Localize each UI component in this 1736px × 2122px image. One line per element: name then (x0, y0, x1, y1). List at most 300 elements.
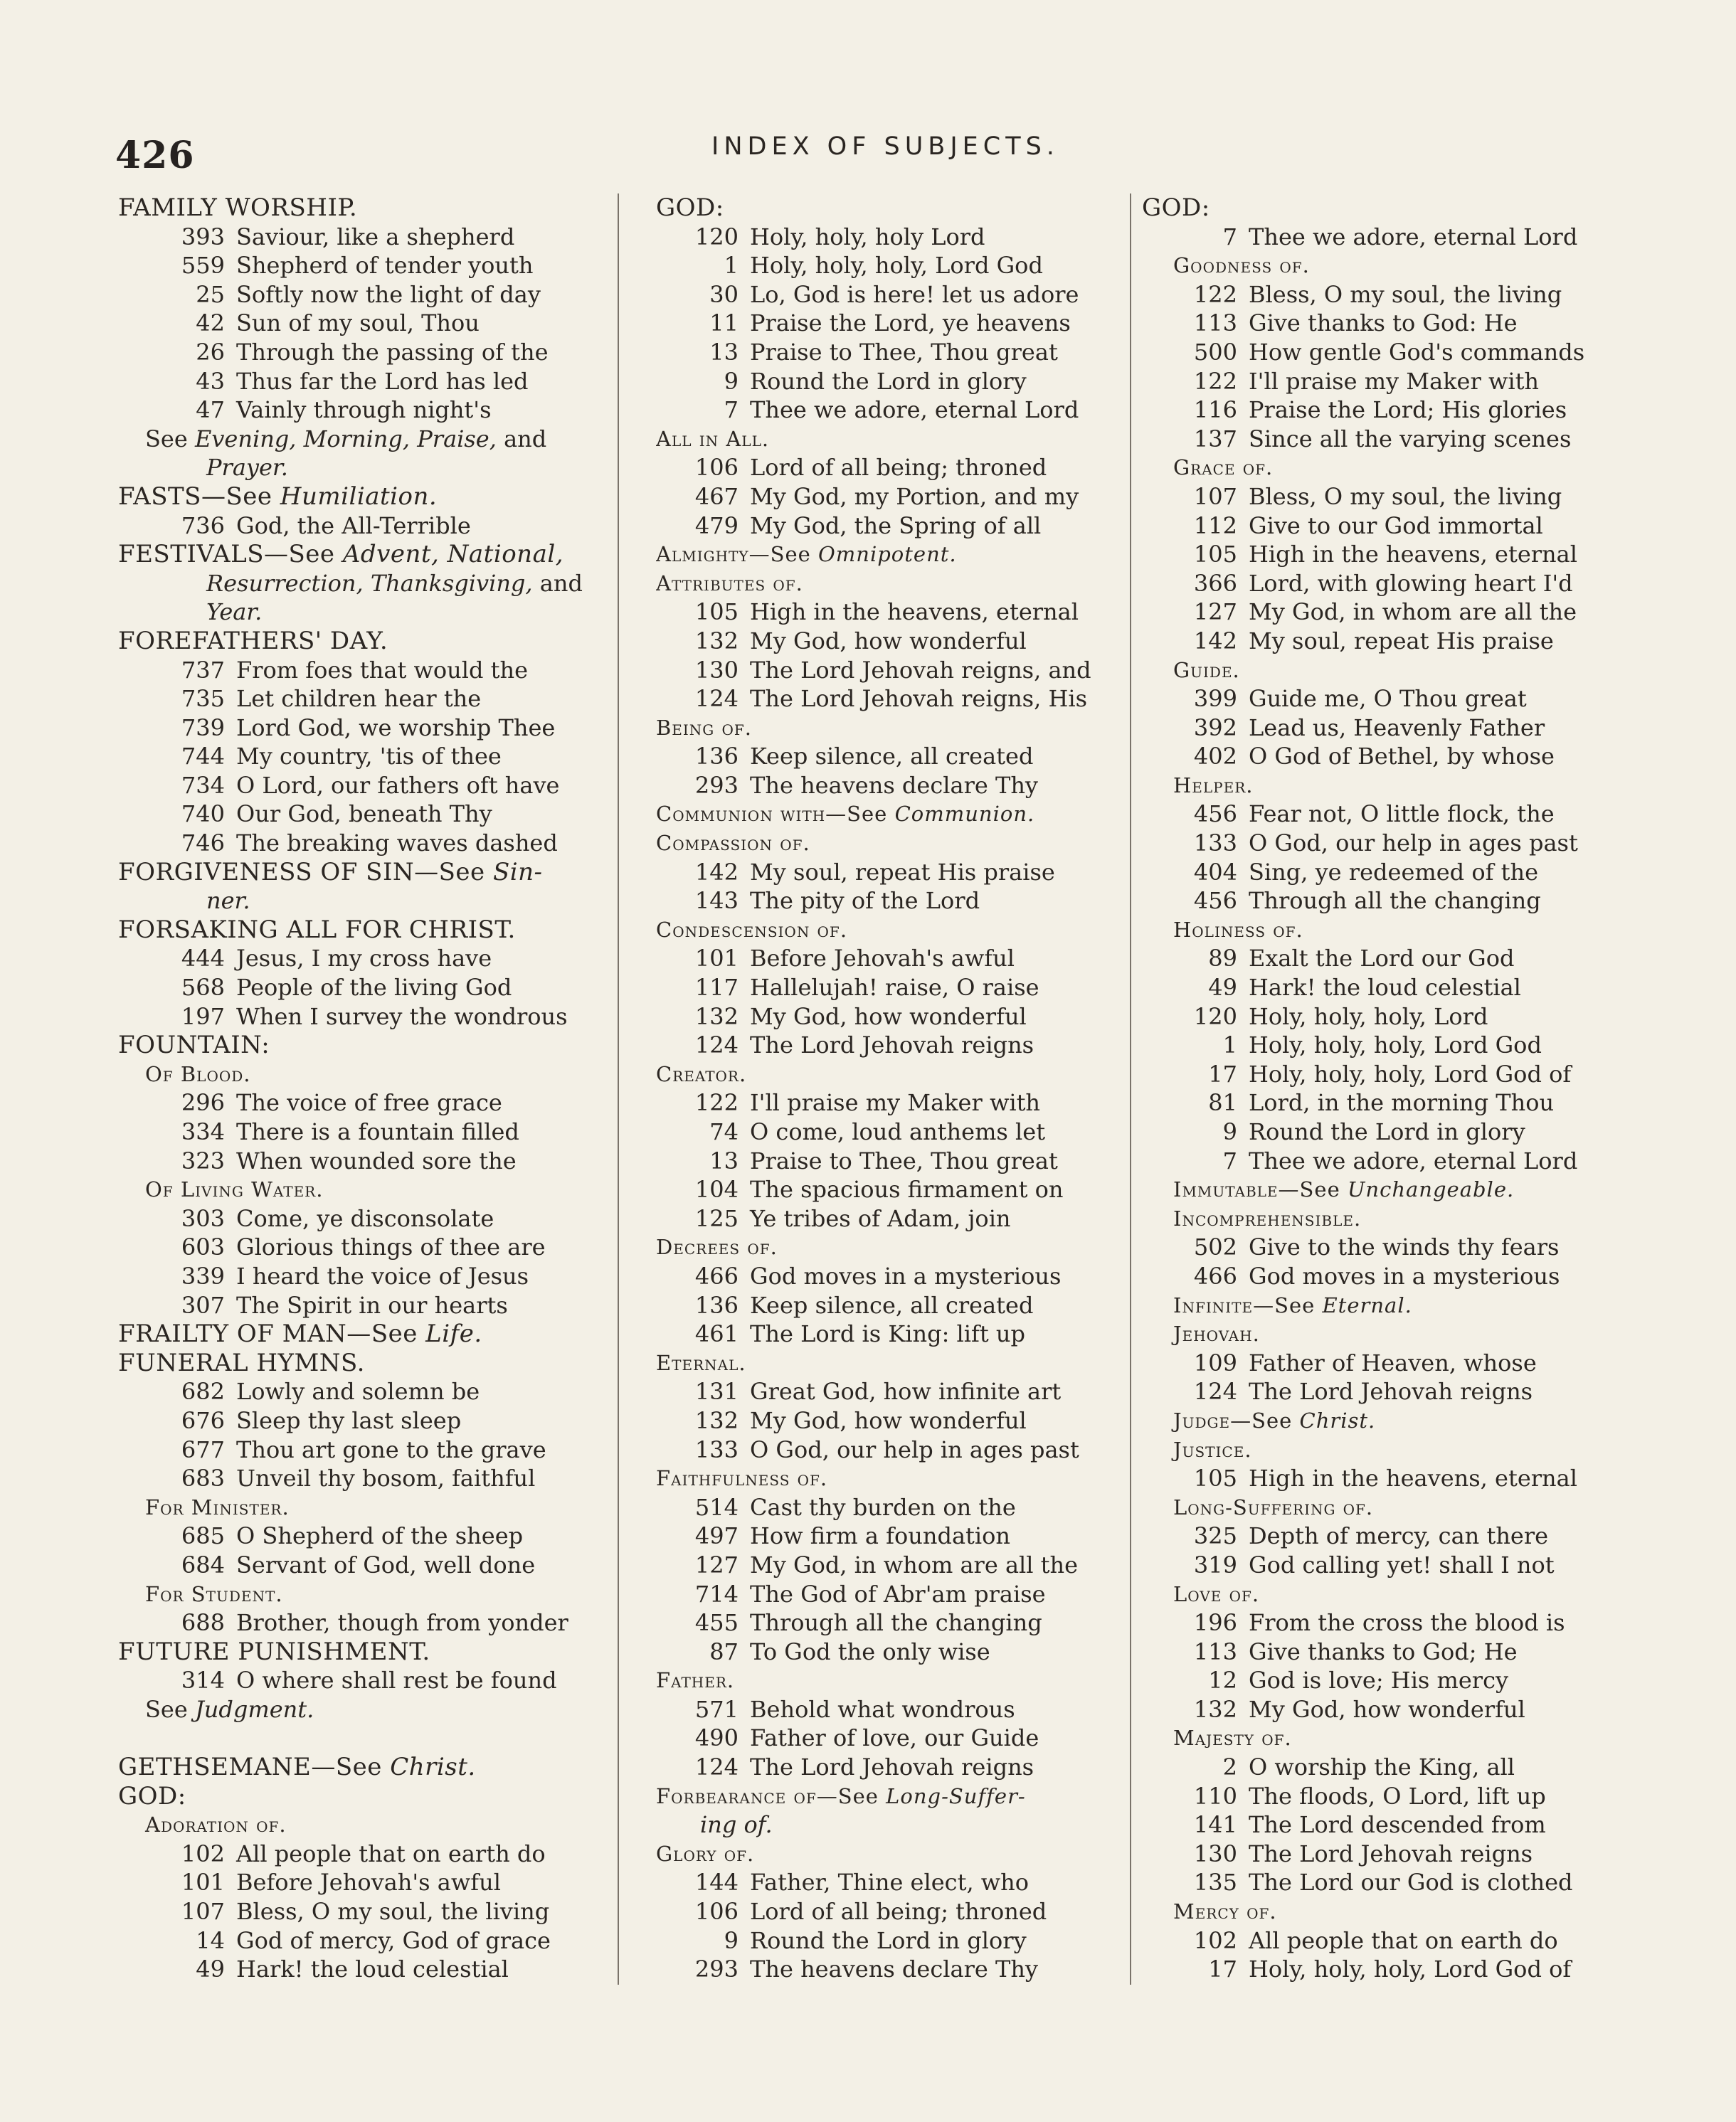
see-label: See (1299, 1177, 1348, 1202)
hymn-number: 102 (1193, 1926, 1237, 1954)
hymn-entry (1142, 742, 1640, 771)
running-title: INDEX OF SUBJECTS. (711, 132, 1059, 161)
hymn-entry (118, 1204, 609, 1234)
hymn-first-line: Father of love, our Guide (750, 1724, 1039, 1752)
subheading-text: Eternal. (656, 1350, 746, 1375)
hymn-number: 106 (694, 1898, 739, 1926)
hymn-first-line: Come, ye disconsolate (236, 1204, 494, 1232)
hymn-entry (656, 367, 1126, 396)
subheading-text: Adoration of. (145, 1813, 287, 1837)
hymn-entry (118, 1233, 609, 1262)
column-rule-1 (618, 193, 619, 1985)
hymn-number: 107 (181, 1898, 225, 1926)
hymn-entry (656, 1926, 1126, 1956)
hymn-first-line: Praise the Lord; His glories (1249, 396, 1567, 424)
hymn-number: 296 (181, 1089, 225, 1117)
reference-suffix: and (496, 425, 547, 452)
hymn-number: 197 (181, 1002, 225, 1030)
hymn-first-line: The Lord Jehovah reigns (750, 1754, 1034, 1781)
subheading (656, 425, 1126, 454)
hymn-entry (656, 511, 1126, 541)
see-label: See (438, 857, 493, 886)
hymn-first-line: The Lord Jehovah reigns (1249, 1840, 1533, 1867)
heading-text: FUTURE PUNISHMENT. (118, 1637, 430, 1666)
hymn-entry (656, 1406, 1126, 1436)
hymn-entry (1142, 973, 1640, 1002)
hymn-entry (656, 598, 1126, 627)
hymn-first-line: All people that on earth do (1249, 1926, 1558, 1954)
subheading-text: Faithfulness of. (656, 1466, 828, 1491)
subheading (1142, 656, 1640, 685)
hymn-entry (656, 1175, 1126, 1204)
hymn-first-line: O God, our help in ages past (750, 1436, 1079, 1463)
subject-heading (118, 1753, 609, 1782)
hymn-number: 74 (709, 1118, 739, 1145)
cross-reference: Year. (206, 598, 263, 626)
hymn-entry (1142, 1002, 1640, 1031)
hymn-entry (1142, 1955, 1640, 1984)
hymn-number: 87 (709, 1638, 739, 1665)
hymn-number: 314 (181, 1667, 225, 1694)
cross-reference: Resurrection, Thanksgiving, (206, 569, 533, 597)
hymn-number: 404 (1193, 858, 1237, 886)
hymn-entry (118, 338, 609, 367)
index-column-2 (656, 193, 1126, 1984)
hymn-entry (118, 396, 609, 425)
cross-reference: Long-Suffer- (886, 1783, 1026, 1808)
hymn-entry (656, 771, 1126, 800)
hymn-first-line: The pity of the Lord (750, 887, 980, 915)
see-label: See (371, 1320, 426, 1349)
hymn-number: 142 (1193, 627, 1237, 654)
hymn-entry (656, 1377, 1126, 1406)
hymn-first-line: God of mercy, God of grace (236, 1926, 551, 1954)
hymn-entry (1142, 1926, 1640, 1956)
hymn-first-line: O come, loud anthems let (750, 1118, 1046, 1145)
hymn-first-line: The Lord Jehovah reigns, His (750, 685, 1087, 713)
hymn-entry (656, 338, 1126, 367)
hymn-number: 502 (1193, 1234, 1237, 1261)
hymn-number: 685 (181, 1522, 225, 1550)
hymn-entry (656, 1551, 1126, 1580)
hymn-entry (118, 973, 609, 1002)
hymn-number: 14 (196, 1926, 225, 1954)
hymn-first-line: God calling yet! shall I not (1249, 1551, 1555, 1579)
subheading (1142, 1436, 1640, 1465)
hymn-entry (656, 1493, 1126, 1522)
subheading (1142, 251, 1640, 280)
hymn-entry (118, 1088, 609, 1118)
hymn-first-line: Cast thy burden on the (750, 1493, 1016, 1521)
hymn-number: 132 (694, 1002, 739, 1030)
subheading-text: Of Blood. (145, 1061, 251, 1086)
hymn-entry (656, 453, 1126, 482)
hymn-first-line: From the cross the blood is (1249, 1609, 1565, 1637)
hymn-first-line: Shepherd of tender youth (236, 252, 534, 280)
subheading-text: Being of. (656, 715, 752, 740)
hymn-entry (118, 1955, 609, 1984)
hymn-first-line: Through all the changing (750, 1609, 1042, 1637)
hymn-number: 124 (1193, 1378, 1237, 1406)
hymn-first-line: The Lord Jehovah reigns (750, 1031, 1034, 1059)
heading-text: FORSAKING ALL FOR CHRIST. (118, 915, 516, 944)
heading-text: FRAILTY OF MAN— (118, 1320, 371, 1349)
subheading-text: Incomprehensible. (1173, 1206, 1362, 1231)
reference-continuation (118, 886, 609, 916)
hymn-first-line: Give to our God immortal (1249, 511, 1543, 539)
hymn-number: 105 (1193, 1465, 1237, 1492)
see-label: See (837, 1783, 886, 1808)
cross-reference: Advent, National, (342, 540, 564, 569)
subheading (656, 713, 1126, 743)
heading-text: GOD: (1142, 193, 1210, 222)
hymn-entry (1142, 886, 1640, 916)
hymn-entry (656, 280, 1126, 309)
hymn-entry (656, 396, 1126, 425)
hymn-first-line: O Lord, our fathers oft have (236, 771, 560, 799)
subheading-text: Glory of. (656, 1841, 755, 1866)
hymn-first-line: Lord, with glowing heart I'd (1249, 569, 1573, 597)
hymn-first-line: From foes that would the (236, 656, 529, 684)
hymn-number: 334 (181, 1118, 225, 1145)
hymn-number: 9 (1222, 1118, 1237, 1145)
subject-heading (118, 482, 609, 511)
hymn-entry (1142, 1060, 1640, 1089)
hymn-number: 339 (181, 1262, 225, 1290)
heading-text: FORGIVENESS OF SIN— (118, 857, 439, 886)
subheading (1142, 1320, 1640, 1349)
hymn-number: 132 (694, 1406, 739, 1434)
hymn-number: 1 (1222, 1031, 1237, 1059)
heading-text: GETHSEMANE— (118, 1753, 336, 1782)
hymn-first-line: Lord of all being; throned (750, 1898, 1047, 1926)
cross-reference: Prayer. (206, 454, 288, 482)
hymn-entry (1142, 367, 1640, 396)
hymn-entry (118, 1897, 609, 1926)
hymn-entry (118, 944, 609, 973)
cross-reference: Sin- (492, 857, 543, 886)
see-label: See (770, 542, 818, 567)
subheading (1142, 1204, 1640, 1234)
hymn-number: 490 (694, 1724, 739, 1752)
hymn-first-line: Softly now the light of day (236, 280, 541, 308)
subheading (656, 1233, 1126, 1262)
hymn-entry (118, 1406, 609, 1436)
hymn-number: 682 (181, 1378, 225, 1406)
hymn-entry (656, 1031, 1126, 1060)
hymn-first-line: The Lord descended from (1249, 1811, 1546, 1839)
hymn-first-line: Let children hear the (236, 685, 482, 713)
hymn-entry (1142, 223, 1640, 252)
hymn-number: 467 (694, 482, 739, 510)
hymn-first-line: Lord God, we worship Thee (236, 713, 556, 741)
hymn-number: 17 (1208, 1956, 1237, 1983)
subject-heading (118, 540, 609, 569)
hymn-entry (1142, 1753, 1640, 1782)
hymn-first-line: My God, the Spring of all (750, 511, 1042, 539)
hymn-entry (118, 771, 609, 800)
subheading-text: Holiness of. (1173, 917, 1303, 942)
hymn-entry (1142, 309, 1640, 338)
hymn-number: 30 (709, 280, 739, 308)
heading-text: FAMILY WORSHIP. (118, 193, 358, 222)
hymn-number: 135 (1193, 1869, 1237, 1896)
hymn-number: 676 (181, 1406, 225, 1434)
hymn-first-line: O worship the King, all (1249, 1754, 1515, 1781)
hymn-first-line: Lord, in the morning Thou (1249, 1089, 1555, 1117)
hymn-entry (1142, 1840, 1640, 1869)
hymn-entry (118, 223, 609, 252)
hymn-number: 89 (1208, 945, 1237, 972)
cross-reference: Christ. (390, 1753, 476, 1782)
cross-reference: Life. (425, 1320, 482, 1349)
hymn-entry (1142, 1031, 1640, 1060)
hymn-number: 125 (694, 1204, 739, 1232)
hymn-number: 101 (181, 1869, 225, 1896)
subject-heading (118, 1349, 609, 1378)
hymn-number: 101 (694, 945, 739, 972)
cross-reference: ing of. (700, 1811, 773, 1839)
reference-continuation (656, 1810, 1126, 1840)
hymn-number: 479 (694, 511, 739, 539)
subheading-text: Of Living Water. (145, 1177, 324, 1202)
see-label: See (145, 1695, 195, 1723)
hymn-number: 734 (181, 771, 225, 799)
hymn-first-line: My God, how wonderful (750, 1002, 1027, 1030)
hymn-first-line: Holy, holy, holy, Lord God (1249, 1031, 1542, 1059)
subheading (1142, 1291, 1640, 1320)
hymn-number: 106 (694, 454, 739, 482)
hymn-first-line: Saviour, like a shepherd (236, 223, 515, 250)
hymn-number: 47 (196, 396, 225, 424)
hymn-entry (118, 656, 609, 685)
hymn-entry (656, 1002, 1126, 1031)
hymn-first-line: Thou art gone to the grave (236, 1436, 546, 1463)
hymn-first-line: Round the Lord in glory (750, 1926, 1027, 1954)
hymn-first-line: Bless, O my soul, the living (1249, 482, 1562, 510)
subject-heading (118, 193, 609, 223)
hymn-number: 81 (1208, 1089, 1237, 1117)
hymn-first-line: Exalt the Lord our God (1249, 945, 1515, 972)
subheading (1142, 1493, 1640, 1522)
hymn-entry (656, 1724, 1126, 1753)
hymn-first-line: The Spirit in our hearts (236, 1291, 508, 1319)
hymn-first-line: Lead us, Heavenly Father (1249, 713, 1545, 741)
hymn-entry (118, 511, 609, 541)
cross-reference: Omnipotent. (818, 542, 957, 567)
hymn-entry (118, 309, 609, 338)
hymn-entry (1142, 1608, 1640, 1638)
hymn-number: 7 (724, 396, 739, 424)
hymn-first-line: Before Jehovah's awful (236, 1869, 501, 1896)
hymn-entry (1142, 1147, 1640, 1176)
hymn-first-line: O where shall rest be found (236, 1667, 557, 1694)
subheading-text: For Minister. (145, 1495, 290, 1519)
reference-continuation (118, 569, 609, 598)
hymn-number: 307 (181, 1291, 225, 1319)
hymn-entry (118, 1262, 609, 1291)
hymn-entry (118, 1291, 609, 1320)
hymn-first-line: Thee we adore, eternal Lord (1249, 1147, 1578, 1174)
hymn-first-line: O God, our help in ages past (1249, 829, 1578, 857)
hymn-number: 461 (694, 1320, 739, 1348)
hymn-number: 2 (1222, 1754, 1237, 1781)
subheading-text: Father. (656, 1668, 735, 1693)
hymn-first-line: Sun of my soul, Thou (236, 309, 480, 337)
hymn-number: 110 (1193, 1782, 1237, 1810)
hymn-entry (656, 973, 1126, 1002)
subheading-text: For Student. (145, 1581, 283, 1606)
hymn-entry (118, 1868, 609, 1897)
hymn-number: 113 (1193, 309, 1237, 337)
hymn-first-line: The Lord our God is clothed (1249, 1869, 1573, 1896)
hymn-entry (656, 742, 1126, 771)
hymn-first-line: My God, how wonderful (750, 627, 1027, 654)
hymn-number: 122 (1193, 367, 1237, 395)
hymn-entry (1142, 1522, 1640, 1551)
hymn-first-line: O Shepherd of the sheep (236, 1522, 524, 1550)
hymn-first-line: God, the All-Terrible (236, 511, 471, 539)
hymn-first-line: Praise to Thee, Thou great (750, 1147, 1058, 1174)
hymn-number: 116 (1193, 396, 1237, 424)
hymn-entry (118, 829, 609, 858)
hymn-entry (118, 280, 609, 309)
hymn-number: 293 (694, 1956, 739, 1983)
see-label: See (1251, 1408, 1300, 1433)
hymn-entry (1142, 1464, 1640, 1493)
see-label: See (288, 540, 343, 569)
hymn-entry (1142, 1262, 1640, 1291)
hymn-first-line: Give thanks to God: He (1249, 309, 1518, 337)
hymn-number: 25 (196, 280, 225, 308)
hymn-entry (1142, 1377, 1640, 1406)
hymn-number: 603 (181, 1234, 225, 1261)
hymn-first-line: Behold what wondrous (750, 1695, 1015, 1723)
cross-reference: Eternal. (1322, 1293, 1412, 1317)
heading-text: GOD: (656, 193, 724, 222)
hymn-entry (118, 742, 609, 771)
hymn-entry (1142, 598, 1640, 627)
subheading (656, 1060, 1126, 1089)
hymn-entry (656, 482, 1126, 511)
hymn-number: 500 (1193, 338, 1237, 366)
hymn-first-line: Father, Thine elect, who (750, 1869, 1030, 1896)
hymn-number: 143 (694, 887, 739, 915)
hymn-number: 683 (181, 1465, 225, 1492)
hymn-number: 120 (1193, 1002, 1237, 1030)
hymn-entry (1142, 540, 1640, 569)
subheading (656, 540, 1126, 569)
hymn-first-line: Our God, beneath Thy (236, 800, 492, 828)
subheading (118, 1175, 609, 1204)
hymn-number: 455 (694, 1609, 739, 1637)
hymn-entry (118, 1147, 609, 1176)
hymn-entry (656, 1522, 1126, 1551)
hymn-number: 13 (709, 1147, 739, 1174)
hymn-entry (656, 1608, 1126, 1638)
hymn-entry (1142, 569, 1640, 598)
hymn-entry (118, 1002, 609, 1031)
hymn-number: 466 (694, 1262, 739, 1290)
hymn-first-line: Holy, holy, holy, Lord (1249, 1002, 1488, 1030)
hymn-first-line: My soul, repeat His praise (750, 858, 1055, 886)
subheading-text: Helper. (1173, 773, 1254, 797)
hymn-first-line: Thee we adore, eternal Lord (750, 396, 1079, 424)
subheading (656, 829, 1126, 858)
hymn-number: 714 (694, 1580, 739, 1608)
hymn-first-line: The Lord Jehovah reigns (1249, 1378, 1533, 1406)
hymn-first-line: Round the Lord in glory (750, 367, 1027, 395)
hymn-first-line: Holy, holy, holy, Lord God of (1249, 1956, 1572, 1983)
hymn-number: 17 (1208, 1060, 1237, 1088)
hymn-first-line: Lord of all being; throned (750, 454, 1047, 482)
column-rule-2 (1130, 193, 1131, 1985)
reference-suffix: and (532, 569, 583, 597)
hymn-entry (1142, 829, 1640, 858)
subheading-text: Almighty— (656, 542, 771, 567)
hymn-number: 120 (694, 223, 739, 250)
hymn-number: 739 (181, 713, 225, 741)
blank-line (118, 1724, 609, 1753)
reference-continuation (118, 598, 609, 627)
subheading-text: Jehovah. (1173, 1322, 1260, 1347)
hymn-number: 131 (694, 1378, 739, 1406)
hymn-number: 456 (1193, 800, 1237, 828)
subheading (1142, 1175, 1640, 1204)
hymn-first-line: All people that on earth do (236, 1840, 546, 1867)
hymn-number: 133 (694, 1436, 739, 1463)
hymn-number: 7 (1222, 1147, 1237, 1174)
hymn-first-line: Sleep thy last sleep (236, 1406, 462, 1434)
subheading-text: Forbearance of— (656, 1783, 838, 1808)
hymn-number: 112 (1193, 511, 1237, 539)
hymn-first-line: When wounded sore the (236, 1147, 517, 1174)
subject-heading (1142, 193, 1640, 223)
hymn-entry (118, 713, 609, 743)
hymn-entry (656, 1147, 1126, 1176)
see-reference (118, 1695, 609, 1724)
hymn-number: 559 (181, 252, 225, 280)
hymn-number: 11 (709, 309, 739, 337)
hymn-entry (118, 1551, 609, 1580)
index-column-3 (1142, 193, 1640, 1984)
hymn-first-line: I'll praise my Maker with (1249, 367, 1540, 395)
subheading (1142, 771, 1640, 800)
hymn-first-line: Brother, though from yonder (236, 1609, 568, 1637)
hymn-number: 744 (181, 743, 225, 770)
hymn-number: 105 (694, 598, 739, 626)
hymn-first-line: Through all the changing (1249, 887, 1541, 915)
hymn-first-line: To God the only wise (750, 1638, 990, 1665)
hymn-first-line: Guide me, O Thou great (1249, 685, 1527, 713)
hymn-number: 444 (181, 945, 225, 972)
subheading-text: Attributes of. (656, 571, 803, 595)
hymn-first-line: People of the living God (236, 974, 512, 1002)
hymn-first-line: Sing, ye redeemed of the (1249, 858, 1538, 886)
subheading (1142, 916, 1640, 945)
hymn-entry (1142, 713, 1640, 743)
hymn-number: 319 (1193, 1551, 1237, 1579)
hymn-number: 392 (1193, 713, 1237, 741)
hymn-number: 130 (694, 656, 739, 684)
subheading-text: Mercy of. (1173, 1899, 1277, 1924)
subheading-text: Decrees of. (656, 1235, 778, 1260)
subheading-text: Immutable— (1173, 1177, 1300, 1202)
heading-text: FESTIVALS— (118, 540, 289, 569)
hymn-number: 735 (181, 685, 225, 713)
heading-text: FASTS— (118, 482, 226, 511)
hymn-entry (118, 1608, 609, 1638)
